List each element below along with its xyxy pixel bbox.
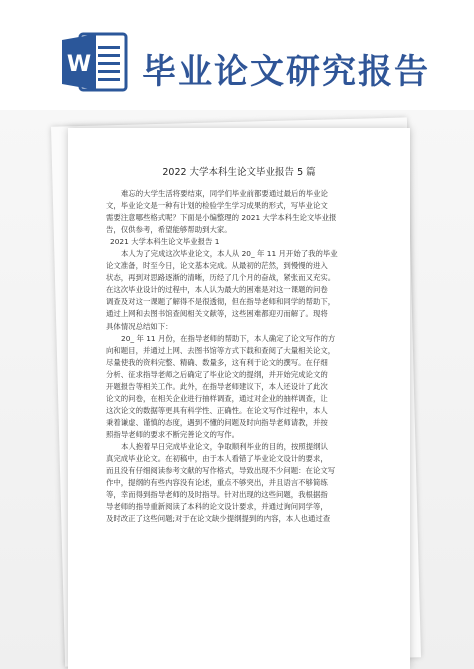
text-line: 等，幸而得到指导老师的及时指导。针对出现的这些问题，我根据指 bbox=[106, 490, 328, 500]
text-line: 20_ 年 11 月份，在指导老师的帮助下，本人确定了论文写作的方 bbox=[121, 333, 336, 343]
banner-title: 毕业论文研究报告 bbox=[142, 52, 430, 92]
text-line: 作中，提纲的有些内容没有论述，重点不够突出，并且语言不够简练 bbox=[106, 478, 328, 488]
text-line: 告，仅供参考，希望能够帮助到大家。 bbox=[106, 225, 232, 235]
text-line: 而且没有仔细阅读参考文献的写作格式，导致出现不少问题：在论文写 bbox=[106, 466, 336, 476]
text-line: 这次论文的数据等更具有科学性、正确性。在论文写作过程中，本人 bbox=[106, 405, 328, 415]
document-title: 2022 大学本科生论文毕业报告 5 篇 bbox=[162, 167, 316, 178]
text-line: 论文的问卷，在相关企业进行抽样调查，通过对企业的抽样调查，让 bbox=[106, 393, 328, 403]
text-line: 具体情况总结如下： bbox=[106, 321, 173, 331]
text-line: 尽量使我的资料完整、精确、数量多，这有利于论文的撰写。在仔细 bbox=[106, 357, 328, 367]
text-line: 分析、征求指导老师之后确定了毕业论文的提纲，并开始完成论文的 bbox=[106, 369, 328, 379]
word-logo-letter: W bbox=[66, 52, 92, 77]
text-line: 照指导老师的要求不断完善论文的写作。 bbox=[106, 429, 240, 439]
text-line: 难忘的大学生活将要结束，同学们毕业前都要通过最后的毕业论 bbox=[121, 189, 328, 198]
text-line: 本人抱着早日完成毕业论文，争取顺利毕业的目的，按照提纲认 bbox=[121, 441, 328, 451]
document-body bbox=[106, 188, 378, 525]
text-line: 开题报告等相关工作。此外，在指导老师建议下，本人还设计了此次 bbox=[106, 381, 328, 391]
text-line: 向和题目，并通过上网、去图书馆等方式下载和查阅了大量相关论文， bbox=[106, 345, 336, 355]
word-icon bbox=[62, 30, 128, 94]
text-line: 在这次毕业设计的过程中，本人认为最大的困难是对这一课题的问卷 bbox=[106, 285, 328, 295]
text-line: 文，毕业论文是一种有计划的检验学生学习成果的形式，写毕业论文 bbox=[106, 201, 328, 211]
text-line: 及时改正了这些问题;对于在论文缺少提纲提到的内容，本人也通过查 bbox=[106, 514, 331, 524]
text-line: 调查及对这一课题了解得不是很透彻，但在指导老师和同学的帮助下， bbox=[106, 297, 336, 307]
banner bbox=[0, 0, 474, 110]
text-line: 需要注意哪些格式呢？下面是小编整理的 2021 大学本科生论文毕业报 bbox=[106, 213, 337, 223]
text-line: 本人为了完成这次毕业论文，本人从 20_ 年 11 月开始了我的毕业 bbox=[121, 249, 338, 259]
text-line: 通过上网和去图书馆查阅相关文献等，这些困难都迎刃而解了。现将 bbox=[106, 309, 328, 319]
text-line: 导老师的指导重新阅读了本科的论文设计要求，并通过询问同学等， bbox=[106, 502, 328, 512]
document-page bbox=[68, 128, 410, 669]
text-line: 状态，再到对思路逐渐的清晰，历经了几个月的奋战，紧张而又充实。 bbox=[106, 273, 336, 283]
text-line: 真完成毕业论文。在初稿中，由于本人看错了毕业论文设计的要求， bbox=[106, 454, 328, 464]
text-line: 秉着谦虚、谨慎的态度，遇到不懂的问题及时向指导老师请教，并按 bbox=[106, 417, 328, 427]
text-line: 论文准备，时至今日，论文基本完成。从最初的茫然，到慢慢的进入 bbox=[106, 261, 328, 271]
text-line: 2021 大学本科生论文毕业报告 1 bbox=[110, 237, 220, 247]
